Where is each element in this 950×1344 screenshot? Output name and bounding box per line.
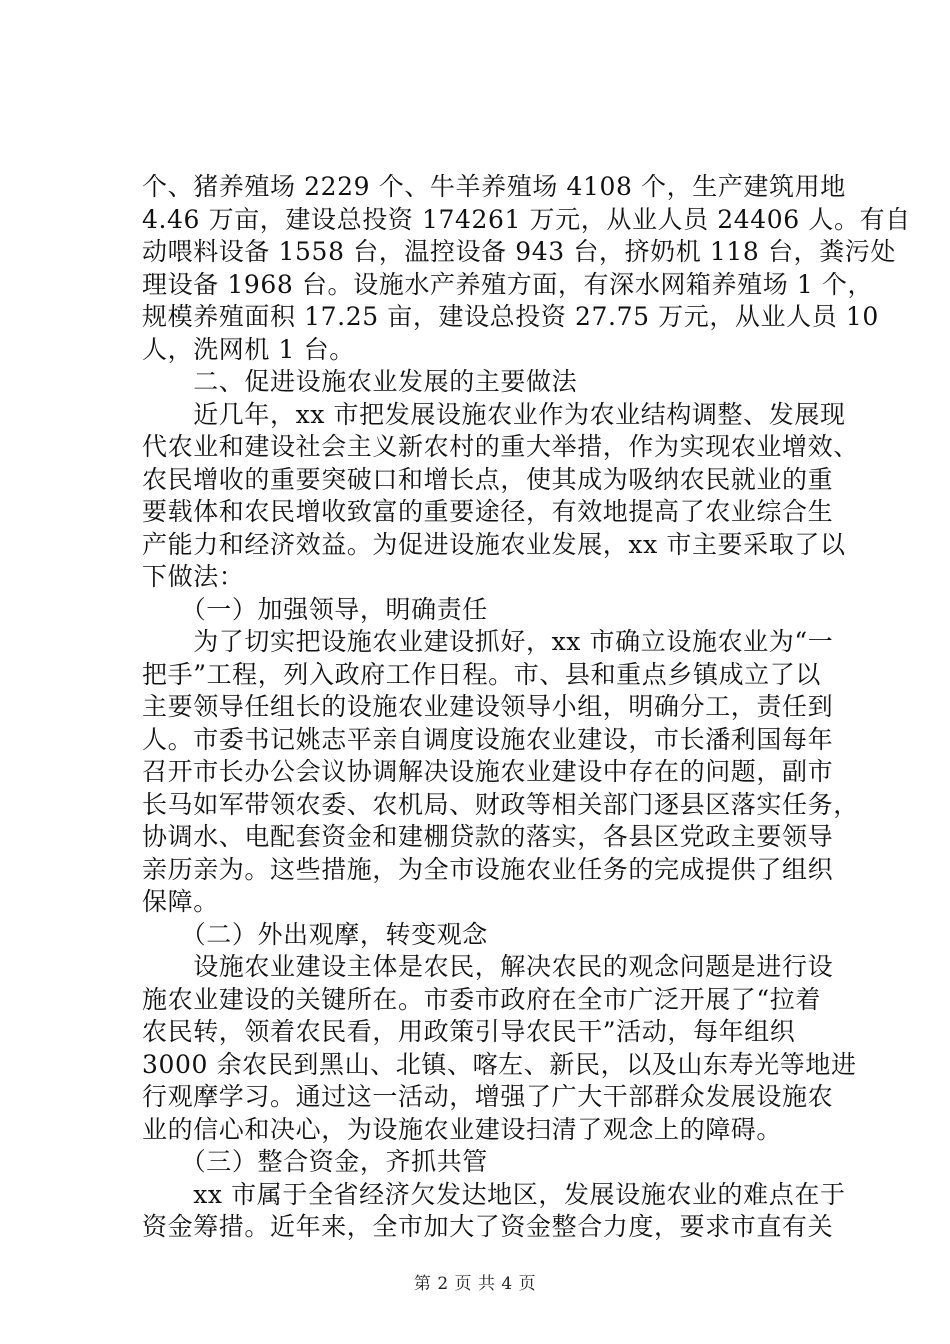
text-line: 设施农业建设主体是农民，解决农民的观念问题是进行设 xyxy=(142,952,834,981)
text-line: 动喂料设备 1558 台，温控设备 943 台，挤奶机 118 台，粪污处 xyxy=(142,237,896,266)
text-line: 长马如军带领农委、农机局、财政等相关部门逐县区落实任务， xyxy=(142,789,859,819)
text-line: 人。市委书记姚志平亲自调度设施农业建设，市长潘利国每年 xyxy=(142,724,834,754)
text-line: 召开市长办公会议协调解决设施农业建设中存在的问题，副市 xyxy=(142,757,834,786)
text-line: xx 市属于全省经济欠发达地区，发展设施农业的难点在于 xyxy=(142,1179,846,1209)
text-line: 4.46 万亩，建设总投资 174261 万元，从业人员 24406 人。有自 xyxy=(142,204,911,234)
text-line: 产能力和经济效益。为促进设施农业发展，xx 市主要采取了以 xyxy=(142,529,846,559)
text-line: 行观摩学习。通过这一活动，增强了广大干部群众发展设施农 xyxy=(142,1082,834,1111)
text-line: 规模养殖面积 17.25 亩，建设总投资 27.75 万元，从业人员 10 xyxy=(142,302,879,331)
text-line: 保障。 xyxy=(142,887,219,916)
section-heading: 二、促进设施农业发展的主要做法 xyxy=(142,367,578,396)
text-line: 代农业和建设社会主义新农村的重大举措，作为实现农业增效、 xyxy=(142,432,859,461)
text-line: 3000 余农民到黑山、北镇、喀左、新民，以及山东寿光等地进 xyxy=(142,1049,857,1079)
page-footer: 第 2 页 共 4 页 xyxy=(413,1274,537,1294)
text-line: 下做法： xyxy=(142,562,245,591)
text-line: 主要领导任组长的设施农业建设领导小组，明确分工，责任到 xyxy=(142,692,834,721)
text-line: 要载体和农民增收致富的重要途径，有效地提高了农业综合生 xyxy=(142,497,834,526)
document-body xyxy=(142,171,911,1244)
text-line: 施农业建设的关键所在。市委市政府在全市广泛开展了“拉着 xyxy=(142,984,821,1014)
subsection-heading: （三）整合资金，齐抓共管 xyxy=(142,1147,488,1176)
text-line: 个、猪养殖场 2229 个、牛羊养殖场 4108 个，生产建筑用地 xyxy=(142,172,846,201)
text-line: 农民转，领着农民看，用政策引导农民干”活动，每年组织 xyxy=(142,1017,796,1046)
text-line: 协调水、电配套资金和建棚贷款的落实，各县区党政主要领导 xyxy=(142,822,834,851)
text-line: 农民增收的重要突破口和增长点，使其成为吸纳农民就业的重 xyxy=(142,464,834,494)
text-line: 业的信心和决心，为设施农业建设扫清了观念上的障碍。 xyxy=(142,1114,783,1144)
text-line: 人，洗网机 1 台。 xyxy=(142,334,355,364)
subsection-heading: （二）外出观摩，转变观念 xyxy=(142,919,488,949)
text-line: 理设备 1968 台。设施水产养殖方面，有深水网箱养殖场 1 个， xyxy=(142,269,874,299)
text-line: 为了切实把设施农业建设抓好，xx 市确立设施农业为“一 xyxy=(142,627,834,656)
text-line: 资金筹措。近年来，全市加大了资金整合力度，要求市直有关 xyxy=(142,1212,834,1241)
text-line: 亲历亲为。这些措施，为全市设施农业任务的完成提供了组织 xyxy=(142,854,834,884)
subsection-heading: （一）加强领导，明确责任 xyxy=(142,594,488,624)
text-line: 把手”工程，列入政府工作日程。市、县和重点乡镇成立了以 xyxy=(142,659,821,689)
text-line: 近几年，xx 市把发展设施农业作为农业结构调整、发展现 xyxy=(142,399,846,429)
